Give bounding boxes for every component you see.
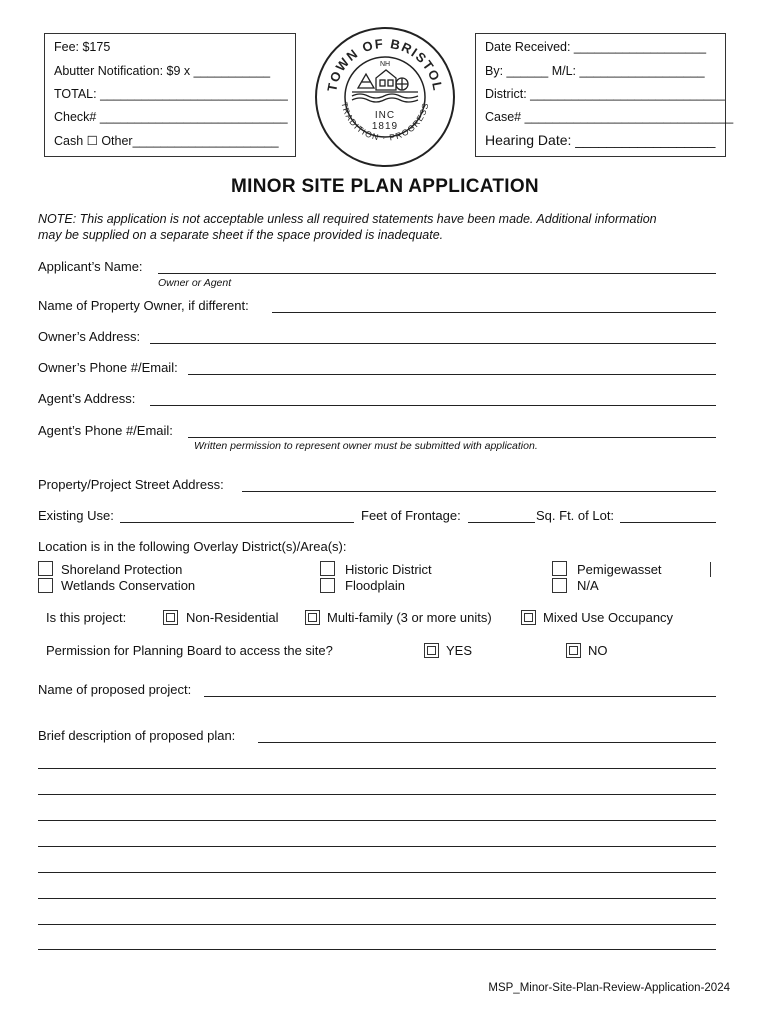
- description-line[interactable]: [38, 872, 716, 873]
- total-line[interactable]: TOTAL: ___________________________: [54, 87, 288, 101]
- owner-address-label: Owner’s Address:: [38, 329, 141, 344]
- option-mixed-use: Mixed Use Occupancy: [543, 610, 674, 625]
- town-seal-logo: [314, 26, 456, 168]
- option-pemigewasset: Pemigewasset: [577, 562, 662, 577]
- option-na: N/A: [577, 578, 599, 593]
- checkbox-na[interactable]: [552, 578, 567, 593]
- date-received-line[interactable]: Date Received: ___________________: [485, 40, 707, 54]
- agent-address-field[interactable]: [150, 405, 716, 406]
- checkbox-non-residential[interactable]: [163, 610, 178, 625]
- proposed-name-field[interactable]: [204, 696, 716, 697]
- existing-use-field[interactable]: [120, 522, 354, 523]
- checkbox-wetlands[interactable]: [38, 578, 53, 593]
- applicant-name-field[interactable]: [158, 273, 716, 274]
- checkbox-yes[interactable]: [424, 643, 439, 658]
- proposed-name-label: Name of proposed project:: [38, 682, 192, 697]
- checkbox-pemigewasset[interactable]: [552, 561, 567, 576]
- frontage-label: Feet of Frontage:: [361, 508, 461, 523]
- checkbox-no[interactable]: [566, 643, 581, 658]
- owner-phone-field[interactable]: [188, 374, 716, 375]
- checkbox-mixed-use[interactable]: [521, 610, 536, 625]
- description-line[interactable]: [38, 898, 716, 899]
- cash-other-line[interactable]: Cash ☐ Other_____________________: [54, 134, 279, 148]
- hearing-date-line[interactable]: Hearing Date: __________________: [485, 132, 716, 148]
- checkbox-shoreland[interactable]: [38, 561, 53, 576]
- overlay-label: Location is in the following Overlay District(s)/Area(s):: [38, 539, 347, 554]
- district-line[interactable]: District: ____________________________: [485, 87, 725, 101]
- option-yes: YES: [446, 643, 473, 658]
- option-historic: Historic District: [345, 562, 432, 577]
- option-shoreland: Shoreland Protection: [61, 562, 183, 577]
- by-ml-line[interactable]: By: ______ M/L: __________________: [485, 64, 705, 78]
- applicant-hint: Owner or Agent: [158, 277, 232, 289]
- abutter-line[interactable]: Abutter Notification: $9 x ___________: [54, 64, 271, 78]
- description-line[interactable]: [38, 846, 716, 847]
- checkbox-floodplain[interactable]: [320, 578, 335, 593]
- applicant-name-label: Applicant’s Name:: [38, 259, 143, 274]
- option-wetlands: Wetlands Conservation: [61, 578, 196, 593]
- fee-line: Fee: $175: [54, 40, 111, 54]
- option-multi-family: Multi-family (3 or more units): [327, 610, 492, 625]
- office-use-box: [475, 33, 734, 157]
- description-line[interactable]: [38, 768, 716, 769]
- description-line[interactable]: [38, 794, 716, 795]
- option-floodplain: Floodplain: [345, 578, 405, 593]
- page-title: MINOR SITE PLAN APPLICATION: [231, 176, 539, 197]
- street-address-field[interactable]: [242, 491, 716, 492]
- lot-size-label: Sq. Ft. of Lot:: [536, 508, 615, 523]
- seal-state: NH: [379, 61, 391, 68]
- description-line[interactable]: [38, 949, 716, 950]
- owner-address-field[interactable]: [150, 343, 716, 344]
- project-type-label: Is this project:: [46, 610, 127, 625]
- description-label: Brief description of proposed plan:: [38, 728, 236, 743]
- frontage-field[interactable]: [468, 522, 535, 523]
- description-line[interactable]: [38, 820, 716, 821]
- option-non-residential: Non-Residential: [186, 610, 279, 625]
- agent-phone-label: Agent’s Phone #/Email:: [38, 423, 173, 438]
- existing-use-label: Existing Use:: [38, 508, 114, 523]
- agent-address-label: Agent’s Address:: [38, 391, 136, 406]
- checkbox-historic[interactable]: [320, 561, 335, 576]
- owner-name-field[interactable]: [272, 312, 716, 313]
- divider-mark: [710, 562, 711, 577]
- option-no: NO: [588, 643, 608, 658]
- case-line[interactable]: Case# ______________________________: [485, 110, 734, 124]
- seal-inc: INC: [374, 110, 396, 121]
- street-address-label: Property/Project Street Address:: [38, 477, 224, 492]
- agent-phone-field[interactable]: [188, 437, 716, 438]
- note-line-2: may be supplied on a separate sheet if the space provided is inadequate.: [38, 228, 444, 242]
- seal-bottom-text: TRADITION · PROGRESS: [339, 101, 431, 143]
- mill-icon: [352, 70, 418, 102]
- footer-filename: MSP_Minor-Site-Plan-Review-Application-2024: [488, 982, 730, 994]
- seal-top-text: TOWN OF BRISTOL: [324, 35, 446, 93]
- owner-phone-label: Owner’s Phone #/Email:: [38, 360, 178, 375]
- permission-label: Permission for Planning Board to access the site?: [46, 643, 333, 658]
- lot-size-field[interactable]: [620, 522, 716, 523]
- check-line[interactable]: Check# ___________________________: [54, 110, 288, 124]
- checkbox-multi-family[interactable]: [305, 610, 320, 625]
- note-line-1: NOTE: This application is not acceptable unless all required statements have been made. Additional information: [38, 212, 657, 226]
- owner-name-label: Name of Property Owner, if different:: [38, 298, 249, 313]
- description-line[interactable]: [38, 924, 716, 925]
- agent-hint: Written permission to represent owner must be submitted with application.: [194, 440, 538, 452]
- fee-box: [44, 33, 296, 157]
- seal-year: 1819: [371, 121, 399, 132]
- description-field[interactable]: [258, 742, 716, 743]
